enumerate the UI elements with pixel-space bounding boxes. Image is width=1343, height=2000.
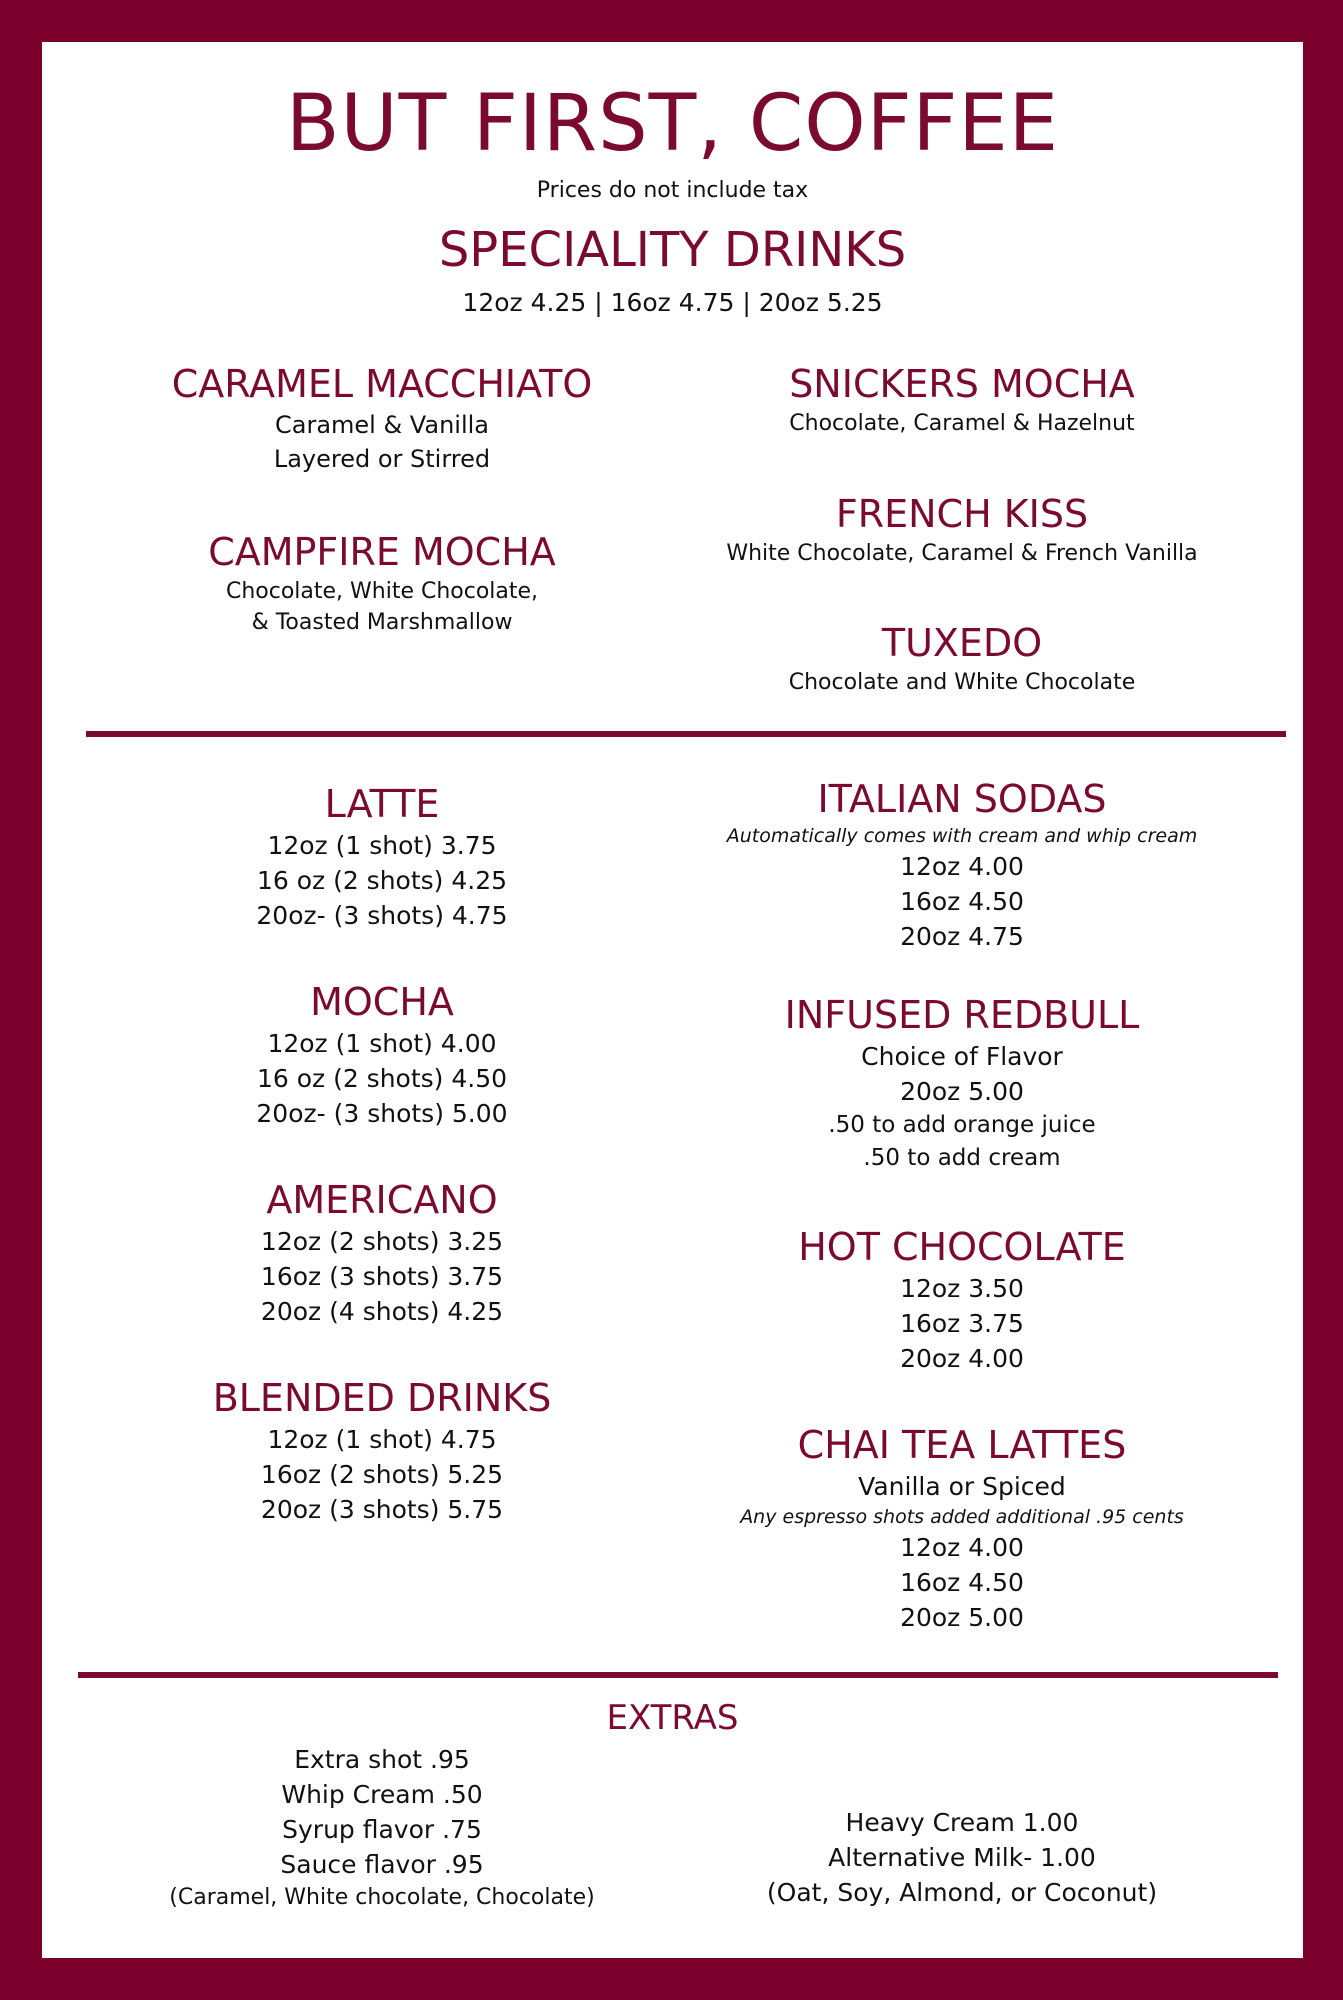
extra-line: (Oat, Soy, Almond, or Coconut) <box>766 1878 1158 1907</box>
extras-left <box>82 1742 682 1914</box>
item-subtitle: Choice of Flavor <box>861 1041 1063 1071</box>
item-desc: White Chocolate, Caramel & French Vanilla <box>726 540 1198 566</box>
price-line: 12oz (1 shot) 4.75 <box>267 1424 497 1454</box>
price-line: 12oz (1 shot) 4.00 <box>267 1028 497 1058</box>
extras-title: EXTRAS <box>606 1698 739 1738</box>
price-line: 12oz 4.00 <box>900 1533 1024 1563</box>
item-mocha <box>82 980 682 1131</box>
item-note: Any espresso shots added additional .95 cents <box>740 1505 1184 1528</box>
item-desc: Chocolate, Caramel & Hazelnut <box>789 410 1135 436</box>
speciality-title: SPECIALITY DRINKS <box>438 222 907 278</box>
item-desc: Chocolate, White Chocolate, <box>225 578 539 604</box>
price-line: 16 oz (2 shots) 4.25 <box>256 865 508 895</box>
extra-line: Syrup flavor .75 <box>282 1815 482 1844</box>
price-line: 20oz- (3 shots) 5.00 <box>256 1098 508 1128</box>
item-caramel-macchiato <box>82 362 682 477</box>
item-name: ITALIAN SODAS <box>817 777 1107 821</box>
price-line: 20oz 5.00 <box>900 1076 1024 1106</box>
extras-right <box>662 1805 1262 1910</box>
item-campfire-mocha <box>82 530 682 639</box>
item-french-kiss <box>662 492 1262 569</box>
extra-line: Alternative Milk- 1.00 <box>828 1843 1096 1872</box>
price-line: 12oz 3.50 <box>900 1273 1024 1303</box>
item-hot-chocolate <box>662 1225 1262 1376</box>
price-line: 16oz 4.50 <box>900 887 1024 917</box>
price-line: 16oz 4.50 <box>900 1568 1024 1598</box>
item-subtitle: Vanilla or Spiced <box>858 1471 1066 1501</box>
addon-line: .50 to add cream <box>863 1144 1061 1171</box>
item-name: CHAI TEA LATTES <box>797 1423 1127 1467</box>
item-italian-sodas <box>662 777 1262 954</box>
item-note: Automatically comes with cream and whip cream <box>726 824 1198 847</box>
item-name: SNICKERS MOCHA <box>789 362 1135 406</box>
item-name: HOT CHOCOLATE <box>798 1225 1126 1269</box>
item-name: AMERICANO <box>266 1178 498 1222</box>
price-line: 20oz (4 shots) 4.25 <box>260 1296 504 1326</box>
price-line: 20oz 4.75 <box>900 922 1024 952</box>
price-line: 20oz- (3 shots) 4.75 <box>256 900 508 930</box>
item-snickers-mocha <box>662 362 1262 439</box>
item-desc: Layered or Stirred <box>273 445 491 474</box>
price-line: 16oz (3 shots) 3.75 <box>260 1261 504 1291</box>
extra-line: Heavy Cream 1.00 <box>845 1808 1079 1837</box>
item-name: BLENDED DRINKS <box>212 1376 552 1420</box>
item-name: MOCHA <box>310 980 454 1024</box>
speciality-prices: 12oz 4.25 | 16oz 4.75 | 20oz 5.25 <box>462 288 883 317</box>
price-line: 20oz 4.00 <box>900 1343 1024 1373</box>
item-name: CAMPFIRE MOCHA <box>208 530 556 574</box>
menu-card <box>42 42 1303 1958</box>
divider-top <box>86 731 1286 737</box>
price-line: 20oz (3 shots) 5.75 <box>260 1494 504 1524</box>
item-name: INFUSED REDBULL <box>784 993 1140 1037</box>
item-desc: Caramel & Vanilla <box>274 410 489 439</box>
item-name: FRENCH KISS <box>835 492 1089 536</box>
item-desc: & Toasted Marshmallow <box>251 610 513 636</box>
price-line: 16oz (2 shots) 5.25 <box>260 1459 504 1489</box>
menu-title: BUT FIRST, COFFEE <box>285 79 1059 169</box>
price-line: 12oz 4.00 <box>900 852 1024 882</box>
item-latte <box>82 782 682 933</box>
price-line: 12oz (2 shots) 3.25 <box>260 1226 504 1256</box>
item-infused-redbull <box>662 993 1262 1175</box>
extra-line: Whip Cream .50 <box>281 1780 483 1809</box>
extra-line: Sauce flavor .95 <box>280 1850 484 1879</box>
extra-line: Extra shot .95 <box>294 1745 470 1774</box>
item-name: CARAMEL MACCHIATO <box>171 362 593 406</box>
item-chai-tea-lattes <box>662 1423 1262 1635</box>
item-blended-drinks <box>82 1376 682 1527</box>
item-tuxedo <box>662 621 1262 698</box>
addon-line: .50 to add orange juice <box>828 1111 1096 1138</box>
price-line: 16oz 3.75 <box>900 1308 1024 1338</box>
divider-bottom <box>78 1672 1278 1678</box>
item-desc: Chocolate and White Chocolate <box>788 669 1136 695</box>
item-name: LATTE <box>324 782 440 826</box>
price-line: 12oz (1 shot) 3.75 <box>267 830 497 860</box>
tax-note: Prices do not include tax <box>536 178 809 203</box>
price-line: 16 oz (2 shots) 4.50 <box>256 1063 508 1093</box>
item-americano <box>82 1178 682 1329</box>
extra-note: (Caramel, White chocolate, Chocolate) <box>169 1885 595 1910</box>
item-name: TUXEDO <box>881 621 1043 665</box>
price-line: 20oz 5.00 <box>900 1603 1024 1633</box>
